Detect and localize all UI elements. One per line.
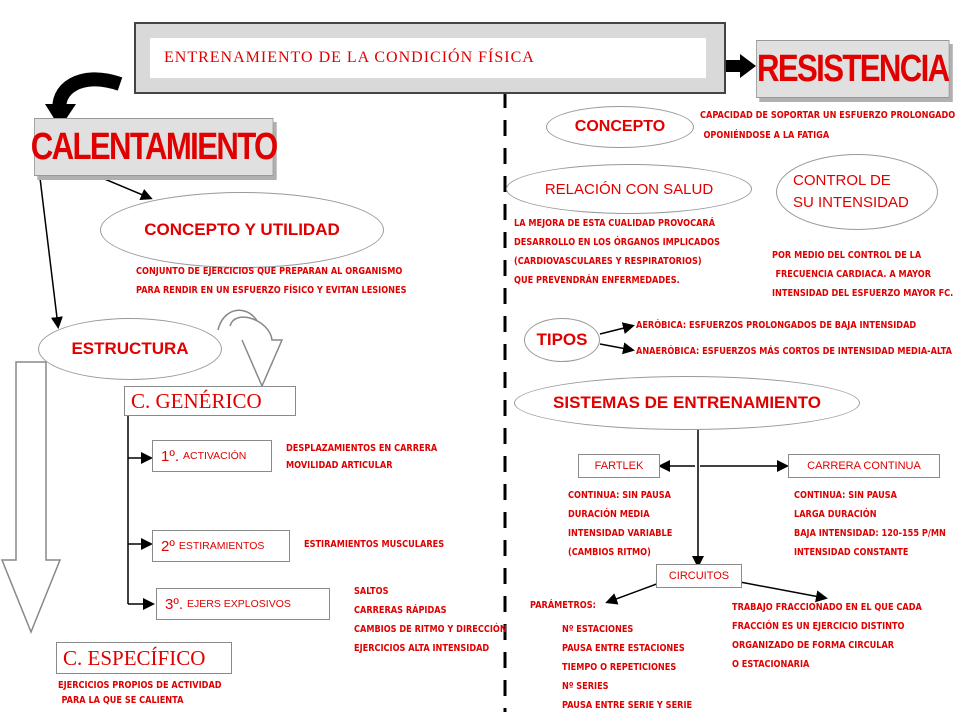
concepto-text: CAPACIDAD DE SOPORTAR UN ESFUERZO PROLONGADO OPONIÉNDOSE A LA FATIGA	[700, 110, 956, 141]
title-frame	[134, 22, 726, 94]
fartlek-text: CONTINUA: SIN PAUSA DURACIÓN MEDIA INTENSIDAD VARIABLE (CAMBIOS RITMO)	[568, 490, 673, 558]
c-generico-box: C. GENÉRICO	[124, 386, 296, 416]
arrow-to-resistencia	[724, 54, 756, 78]
relacion-salud-node: RELACIÓN CON SALUD	[506, 164, 752, 214]
concepto-utilidad-text: CONJUNTO DE EJERCICIOS QUE PREPARAN AL ORGANISMO PARA RENDIR EN UN ESFUERZO FÍSICO Y EVITAN LESIONES	[136, 266, 407, 296]
tipos-node: TIPOS	[524, 318, 600, 362]
concepto-utilidad-node: CONCEPTO Y UTILIDAD	[100, 192, 384, 268]
resistencia-banner: RESISTENCIA	[756, 40, 950, 98]
relacion-salud-text: LA MEJORA DE ESTA CUALIDAD PROVOCARÁ DESARROLLO EN LOS ÓRGANOS IMPLICADOS (CARDIOVASCULARES Y RESPIRATORIOS) QUE PREVENDRÁN ENFERMEDADES.	[514, 218, 720, 286]
calentamiento-banner: CALENTAMIENTO	[34, 118, 273, 176]
c-especifico-text: EJERCICIOS PROPIOS DE ACTIVIDAD PARA LA QUE SE CALIENTA	[58, 680, 222, 706]
parametros-label: PARÁMETROS:	[530, 600, 596, 611]
page-title: ENTRENAMIENTO DE LA CONDICIÓN FÍSICA	[150, 38, 706, 78]
control-intensidad-text: POR MEDIO DEL CONTROL DE LA FRECUENCIA CARDIACA. A MAYOR INTENSIDAD DEL ESFUERZO MAYOR FC.	[772, 250, 954, 299]
fase-explosivos-text: SALTOS CARRERAS RÁPIDAS CAMBIOS DE RITMO Y DIRECCIÓN EJERCICIOS ALTA INTENSIDAD	[354, 586, 507, 654]
estructura-node: ESTRUCTURA	[38, 318, 222, 380]
carrera-continua-box: CARRERA CONTINUA	[788, 454, 940, 478]
tipo-anaerobica: ANAERÓBICA: ESFUERZOS MÁS CORTOS DE INTENSIDAD MEDIA-ALTA	[636, 346, 953, 357]
concepto-node: CONCEPTO	[546, 106, 694, 148]
carrera-continua-text: CONTINUA: SIN PAUSA LARGA DURACIÓN BAJA INTENSIDAD: 120-155 P/MN INTENSIDAD CONSTANTE	[794, 490, 946, 558]
fase-estiramientos-box: 2º ESTIRAMIENTOS	[152, 530, 290, 562]
fase-activacion-text: DESPLAZAMIENTOS EN CARRERA MOVILIDAD ARTICULAR	[286, 443, 438, 471]
parametros-text: Nº ESTACIONES PAUSA ENTRE ESTACIONES TIEMPO O REPETICIONES Nº SERIES PAUSA ENTRE SERIE Y SERIE	[562, 624, 693, 711]
c-especifico-box: C. ESPECÍFICO	[56, 642, 232, 674]
circuitos-description: TRABAJO FRACCIONADO EN EL QUE CADA FRACCIÓN ES UN EJERCICIO DISTINTO ORGANIZADO DE FORMA CIRCULAR O ESTACIONARIA	[732, 602, 922, 670]
circuitos-box: CIRCUITOS	[656, 564, 742, 588]
fase-explosivos-box: 3º. EJERS EXPLOSIVOS	[156, 588, 330, 620]
fartlek-box: FARTLEK	[578, 454, 660, 478]
control-intensidad-node: CONTROL DE SU INTENSIDAD	[776, 154, 938, 230]
fase-activacion-box: 1º. ACTIVACIÓN	[152, 440, 272, 472]
sistemas-node: SISTEMAS DE ENTRENAMIENTO	[514, 376, 860, 430]
arrow-to-especifico	[2, 362, 60, 632]
tipo-aerobica: AERÓBICA: ESFUERZOS PROLONGADOS DE BAJA INTENSIDAD	[636, 320, 917, 331]
fase-estiramientos-text: ESTIRAMIENTOS MUSCULARES	[304, 539, 445, 550]
